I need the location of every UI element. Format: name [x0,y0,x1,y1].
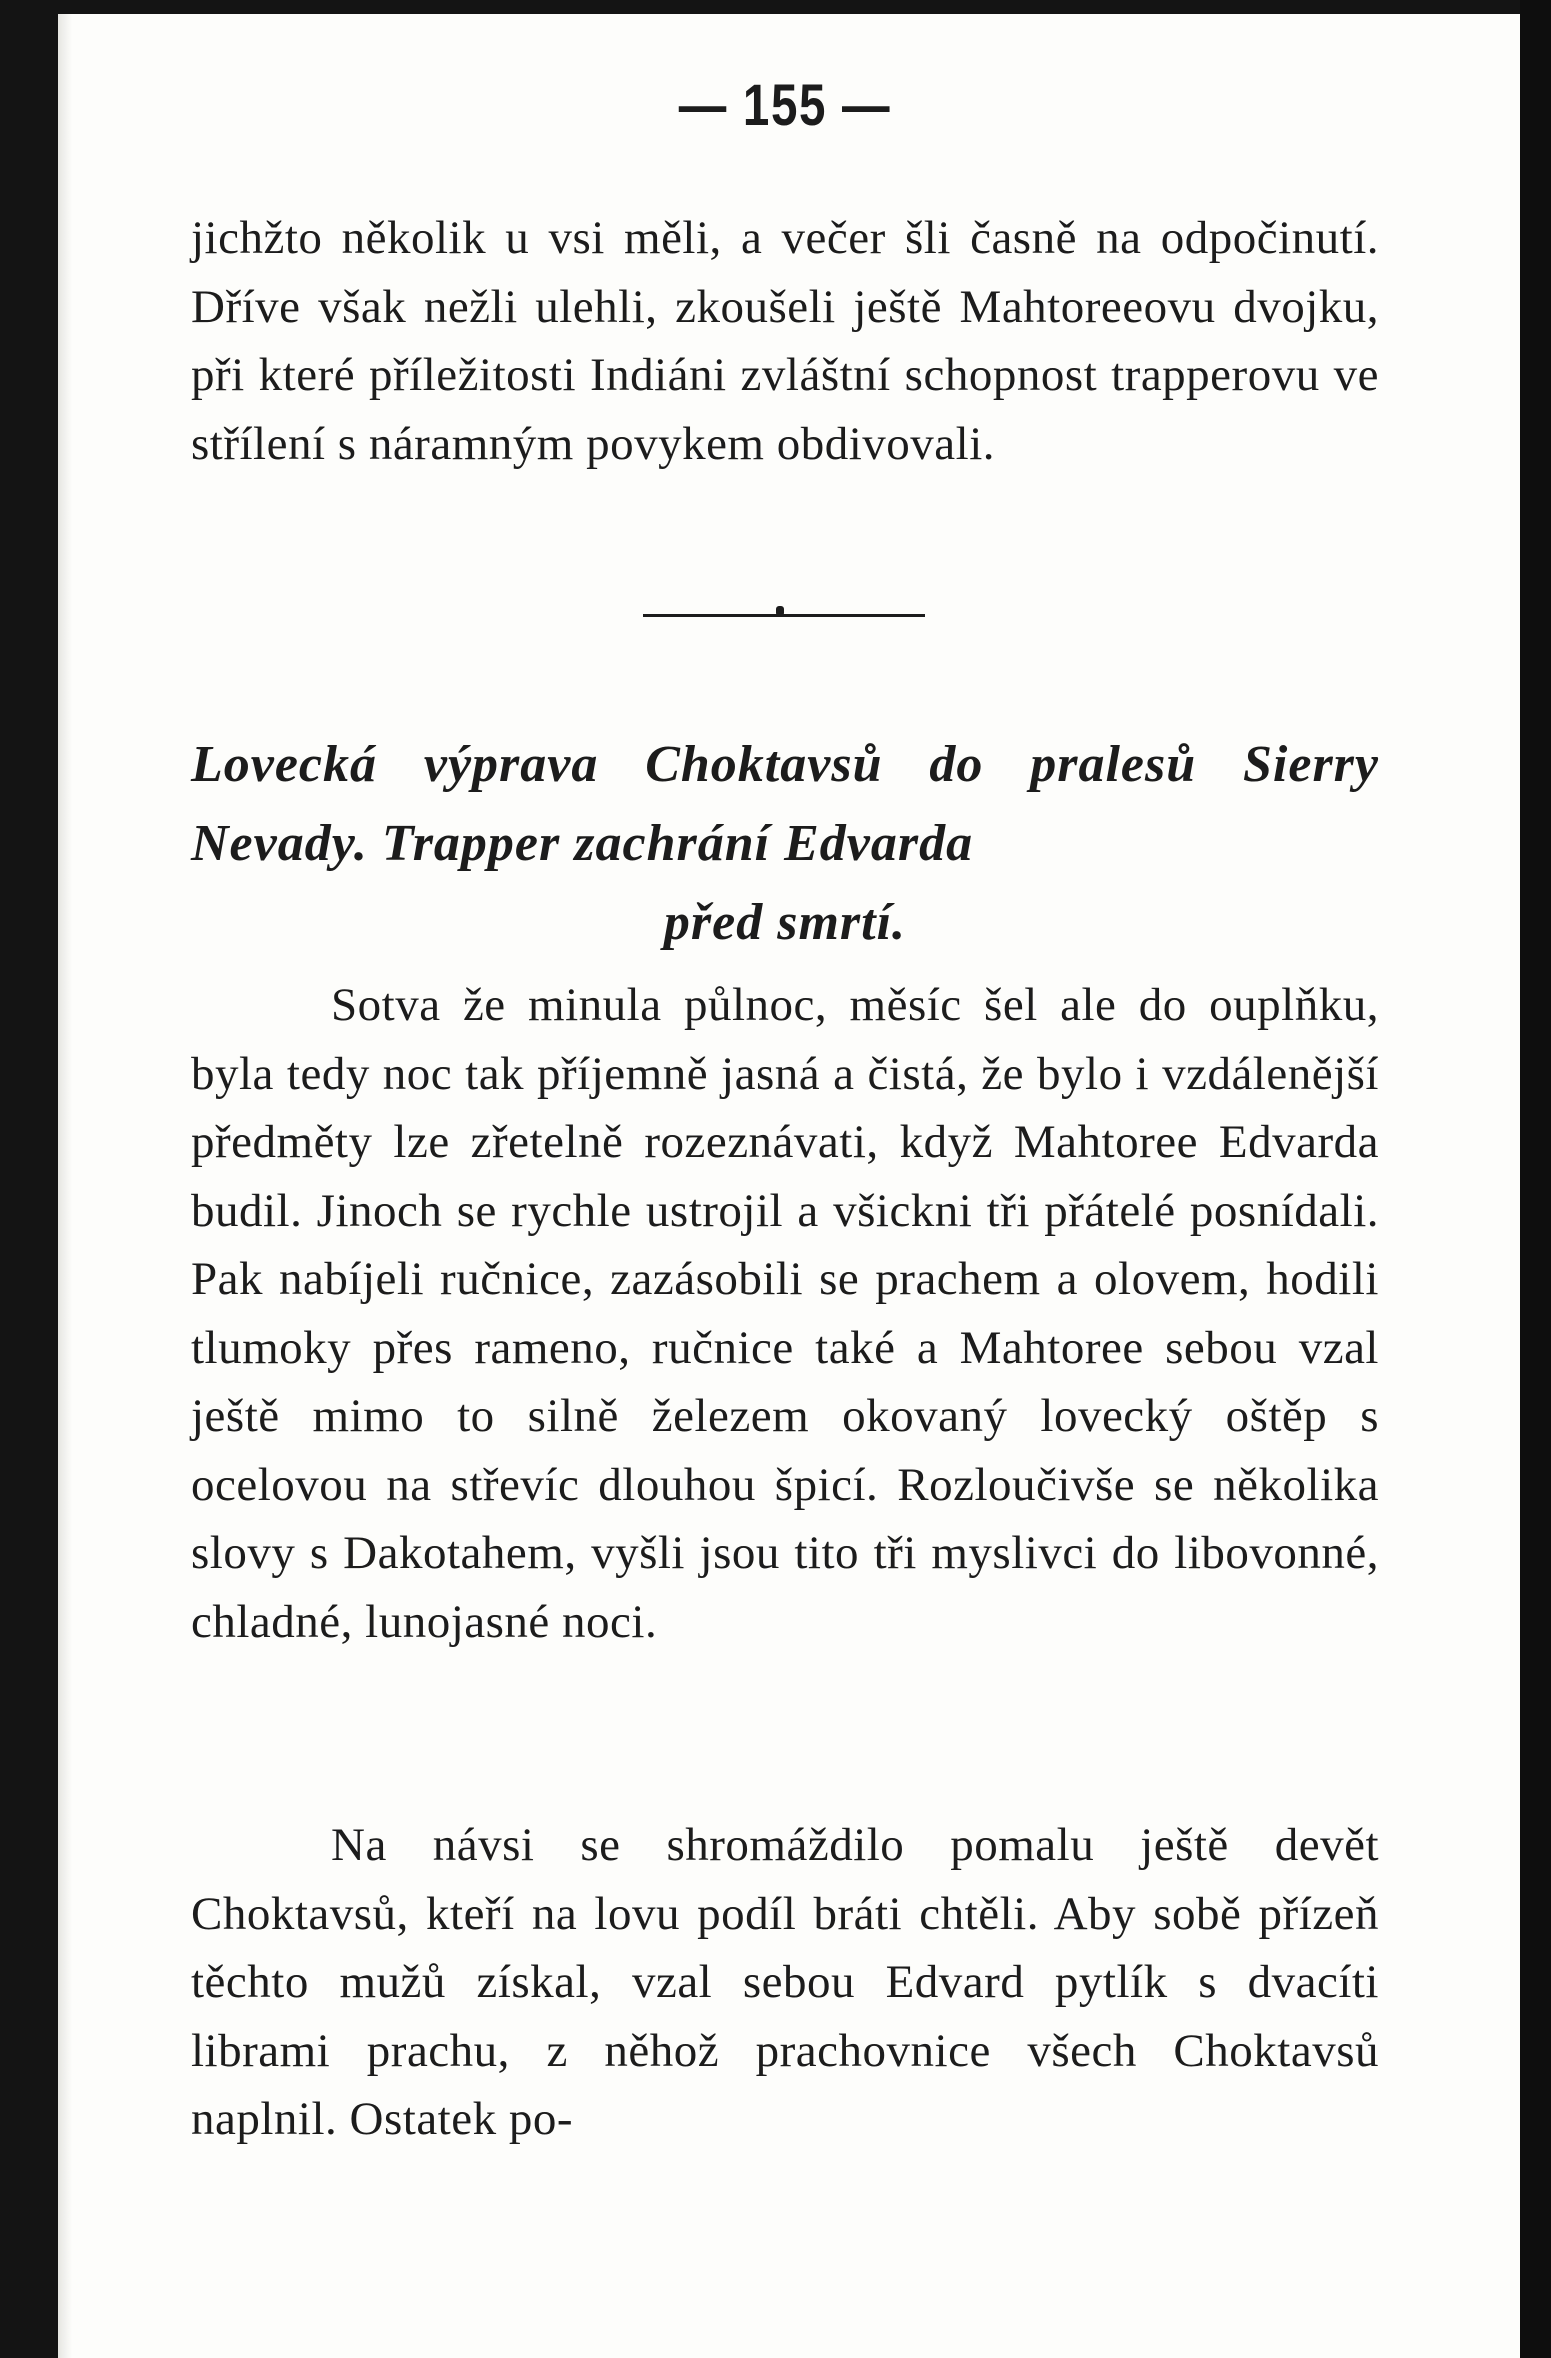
section-divider [643,614,925,617]
paragraph-3: Na návsi se shromáždilo pomalu ještě devět Choktavsů, kteří na lovu podíl bráti chtěli. Aby sobě přízeň těchto mužů získal, vzal sebou Edvard pytlík s dvacíti librami prachu, z něhož prachovnice všech Choktavsů naplnil. Ostatek po- [191,1819,1379,2145]
paragraph-2: Sotva že minula půlnoc, měsíc šel ale do ouplňku, byla tedy noc tak příjemně jasná a čistá, že bylo i vzdálenější předměty lze zřetelně rozeznávati, když Mahtoree Edvarda budil. Jinoch se rychle ustrojil a všickni tři přátelé posnídali. Pak nabíjeli ručnice, zazásobili se prachem a olovem, hodili tlumoky přes rameno, ručnice také a Mahtoree sebou vzal ještě mimo to silně železem okovaný lovecký oštěp s ocelovou na střevíc dlouhou špicí. Rozloučivše se několika slovy s Dakotahem, vyšli jsou tito tři myslivci do libovonné, chladné, lunojasné noci. [191,979,1379,1648]
book-page [58,14,1520,2358]
section-divider-dot [776,606,784,616]
chapter-heading [191,725,1379,962]
chapter-heading-last-line: před smrtí. [663,894,907,951]
chapter-heading-main: Lovecká výprava Choktavsů do pralesů Sierry Nevady. Trapper zachrání Edvarda [191,736,1379,872]
paragraph-1: jichžto několik u vsi měli, a večer šli časně na odpočinutí. Dříve však nežli ulehli, zkoušeli ještě Mahtoreeovu dvojku, při které příležitosti Indiáni zvláštní schopnost trapperovu ve střílení s náramným povykem obdivovali. [191,212,1379,470]
scan-border [1520,0,1551,2358]
page-number: — 155 — [678,73,892,138]
